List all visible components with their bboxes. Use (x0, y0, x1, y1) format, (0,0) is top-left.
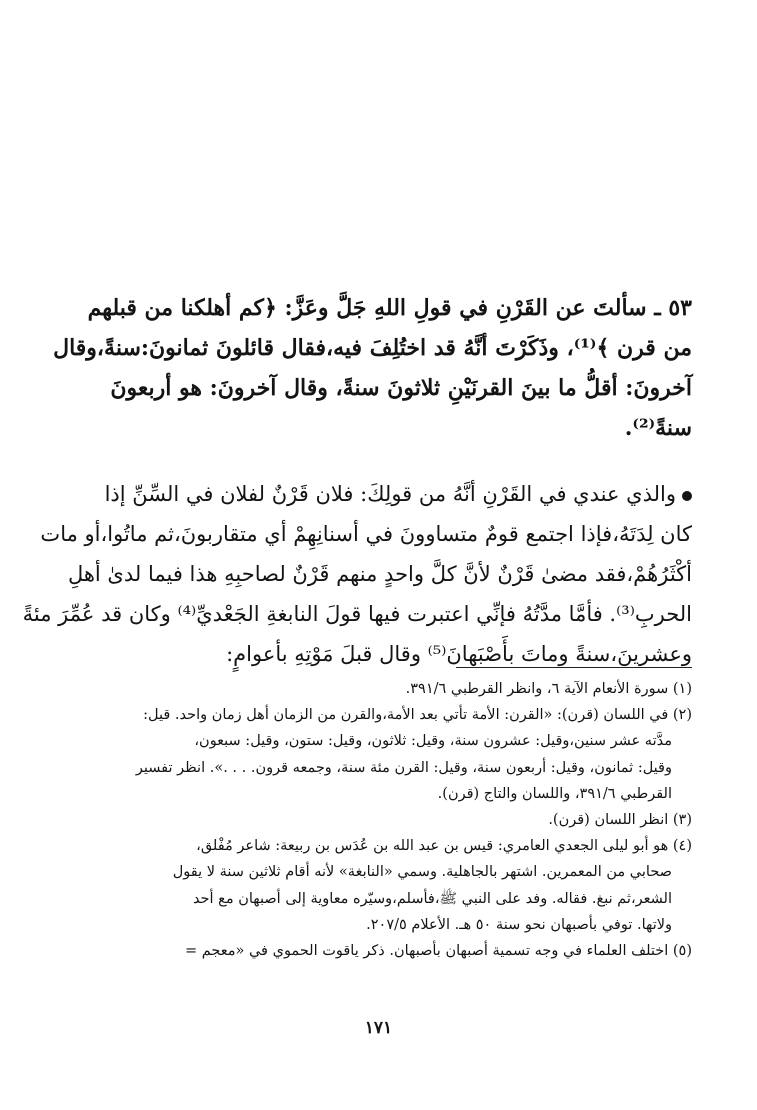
question-line: سنةً⁽²⁾. (624, 415, 692, 441)
footnote-line: (٢) في اللسان (قرن): «القرن: الأمة تأتي بعد الأمة،والقرن من الزمان أهل زمان واحد. قيل: (143, 707, 692, 724)
page-number: ١٧١ (364, 1018, 393, 1038)
footnote-line: (٤) هو أبو ليلى الجعدي العامري: قيس بن عبد الله بن عُدَس بن ربيعة: شاعر مُفْلق، (196, 838, 692, 855)
main-text (22, 288, 692, 674)
question-line: آخرونَ: أقلُّ ما بينَ القرنَيْنِ ثلاثونَ سنةً، وقال آخرونَ: هو أربعونَ (110, 375, 692, 401)
footnote-line: (٥) اختلف العلماء في وجه تسمية أصبهان بأصبهان. ذكر ياقوت الحموي في «معجم = (184, 942, 692, 959)
answer-line: كان لِدَتَهُ،فإذا اجتمع قومٌ متساوونَ في أسنانِهِمْ أي متقاربونَ،ثم ماتُوا،أو مات (40, 522, 692, 546)
footnote-line: وقيل: ثمانون، وقيل: أربعون سنة، وقيل: القرن مئة سنة، وجمعه قرون. . . .». انظر تفسير (135, 759, 672, 776)
footnote-line: الشعر،ثم نبغ. فقاله. وفد على النبي ﷺ،فأسلم،وسيّره معاوية إلى أصبهان مع أحد (192, 890, 672, 907)
question-line: من قرن ﴾⁽¹⁾، وذَكَرْتَ أنَّهُ قد اختُلِفَ فيه،فقال قائلونَ ثمانونَ:سنةً،وقال (53, 335, 692, 361)
footnote-line: ولاتها. توفي بأصبهان نحو سنة ٥٠ هـ. الأعلام ٢٠٧/٥. (366, 916, 672, 933)
answer-line: أكْثَرُهُمْ،فقد مضىٰ قَرْنٌ لأنَّ كلَّ واحدٍ منهم قَرْنٌ لصاحبِهِ هذا فيما لدىٰ أهلِ (67, 562, 692, 586)
footnote-line: (١) سورة الأنعام الآية ٦، وانظر القرطبي ٣٩١/٦. (405, 681, 692, 697)
footnote-line: صحابي من المعمرين. اشتهر بالجاهلية. وسمي «النابغة» لأنه أقام ثلاثين سنة لا يقول (172, 864, 672, 881)
footnote-line: (٣) انظر اللسان (قرن). (548, 811, 692, 828)
footnote-line: القرطبي ٣٩١/٦، واللسان والتاج (قرن). (437, 785, 672, 802)
footnote-line: مدَّته عشر سنين،وقيل: عشرون سنة، وقيل: ثلاثون، وقيل: ستون، وقيل: سبعون، (194, 733, 672, 750)
question-line: ٥٣ ـ سألتَ عن القَرْنِ في قولِ اللهِ جَلَّ وعَزَّ: ﴿كم أهلكنا من قبلهم (87, 295, 692, 321)
bullet-icon (682, 491, 692, 501)
footnote-divider (456, 667, 692, 668)
footnotes (66, 676, 692, 964)
answer-line: والذي عندي في القَرْنِ أنَّهُ من قولِكَ: فلان قَرْنٌ لفلان في السِّنِّ إذا (66, 474, 692, 514)
answer-line: الحربِ⁽³⁾. فأمَّا مدَّتُهُ فإنِّي اعتبرت فيها قولَ النابغةِ الجَعْديِّ⁽⁴⁾ وكان قد عُمِّرَ مئةً (22, 602, 692, 626)
answer-line: وعشرينَ،سنةً وماتَ بأَصْبَهانَ⁽⁵⁾ وقال قبلَ مَوْتِهِ بأعوامٍ: (226, 642, 692, 666)
